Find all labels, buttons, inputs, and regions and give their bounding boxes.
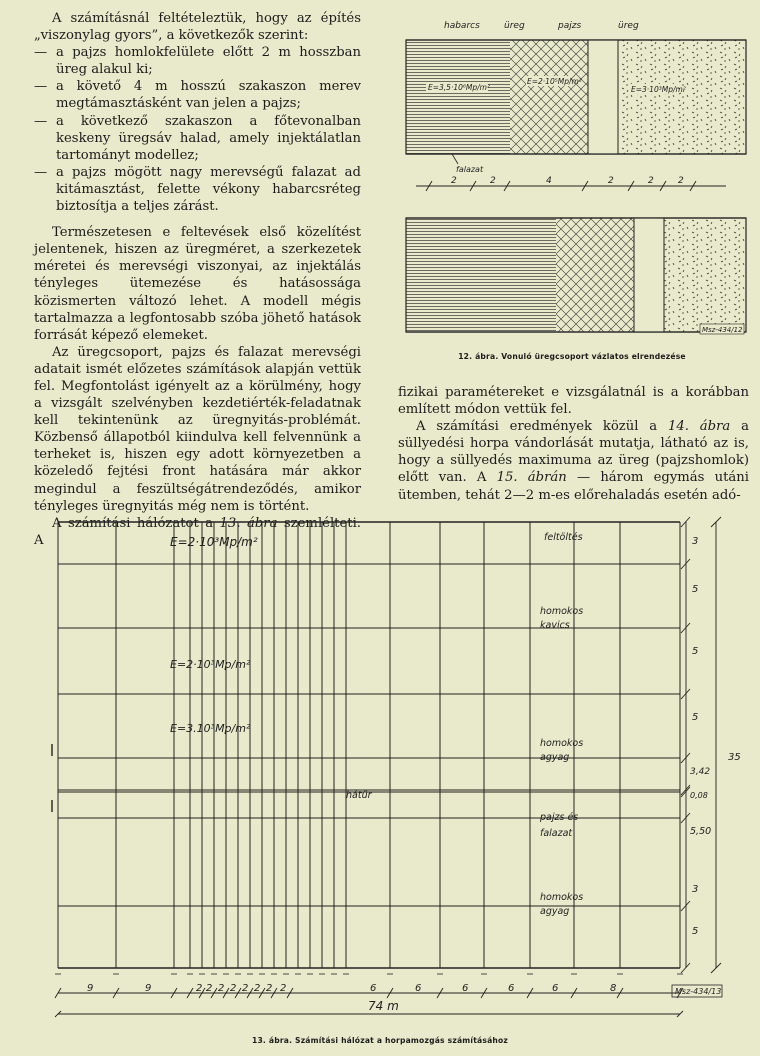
- dimension-label: 5: [692, 646, 699, 657]
- dimension-label: 8: [610, 983, 617, 994]
- figure-12-caption: 12. ábra. Vonuló üregcsoport vázlatos elrendezése: [458, 352, 686, 361]
- dimension-label: 2: [218, 983, 225, 994]
- right-column: [398, 384, 749, 504]
- figure-13-caption: 13. ábra. Számítási hálózat a horpamozgás számításához: [251, 1036, 509, 1045]
- figure-stamp: Msz-434/12: [702, 326, 743, 334]
- dimension-label: 9: [87, 983, 94, 994]
- label-ureg: üreg: [504, 21, 525, 31]
- label-falazat: falazat: [456, 165, 484, 174]
- dimension-label: 5: [692, 584, 699, 595]
- list-item: — a pajzs homlokfelülete előtt 2 m hosszban üreg alakul ki;: [34, 45, 361, 78]
- dimension-label: 6: [508, 983, 515, 994]
- dimension-label: 2: [230, 983, 237, 994]
- paragraph-parameters: fizikai paramétereket e vizsgálatnál is a korábban említett módon vettük fel.: [398, 385, 749, 418]
- dimension-label: 2: [196, 983, 203, 994]
- left-column: [34, 10, 361, 549]
- layer-label: kavics: [540, 620, 570, 631]
- label-habarcs: habarcs: [444, 21, 480, 31]
- modulus-label: E=3,5·10⁶Mp/m²: [428, 83, 490, 92]
- dimension-label: 3: [692, 884, 699, 895]
- dimension-label: 6: [462, 983, 469, 994]
- paragraph-stiffness: Az üregcsoport, pajzs és falazat merevségi adatait ismét előzetes számítások alapján vettük fel. Megfontolást igényelt az a körülmény, hogy a vizsgált szelvényben kezdetiérték-feladatnak kell tekintenünk az üregnyitás-problémát. Közbenső állapotból kiindulva kell felvennünk a terheket is, hiszen egy adott környezetben a közeledő fejtési front hatására már akkor megindul a feszültségátrendeződés, amikor tényleges üregnyitás még nem is történt.: [34, 344, 361, 514]
- total-length-label: 74 m: [368, 999, 399, 1013]
- dimension-label: 2: [242, 983, 249, 994]
- modulus-label: E=2·10⁵Mp/m²: [527, 77, 582, 86]
- dimension-label: 3: [692, 536, 699, 547]
- figure-stamp: Msz-434/13: [675, 987, 722, 996]
- total-height-label: 35: [728, 752, 741, 763]
- assumption-list: [34, 44, 361, 215]
- dimension-label: 6: [370, 983, 377, 994]
- paragraph-approximation: Természetesen e feltevések első közelítést jelentenek, hiszen az üregméret, a szerkezetek méretei és merevségi viszonyai, az injektálás tényleges ütemezése és hatásossága közismerten változó lehet. A modell mégis tartalmazza a legfontosabb szóba jöhető hatások forrását képező elemeket.: [34, 225, 361, 343]
- paragraph-results: A számítási eredmények közül a 14. ábra a süllyedési horpa vándorlását mutatja, látható az is, hogy a süllyedés maximuma az üreg (pajzshomlok) előtt van. A 15. ábrán — három egymás utáni ütemben, tehát 2—2 m-es előrehaladás esetén adó-: [398, 419, 749, 503]
- figure-13-network: [0, 508, 760, 1028]
- layer-label: falazat: [540, 828, 573, 839]
- figure-12-diagram: [396, 14, 748, 344]
- dimension-label: 2: [451, 176, 457, 186]
- dimension-label: 2: [490, 176, 496, 186]
- layer-label: agyag: [540, 906, 570, 917]
- list-item: — a következő szakaszon a főtevonalban keskeny üregsáv halad, amely injektálatlan tartományt modellez;: [34, 113, 361, 163]
- modulus-label: E=3·10³Mp/m²: [631, 85, 686, 94]
- paragraph-network-ref: A számítási hálózatot a 13. ábra szemlélteti. A: [34, 515, 361, 548]
- figure-reference: 15. ábrán: [496, 470, 567, 486]
- dimension-label: 2: [206, 983, 213, 994]
- list-item: — a pajzs mögött nagy merevségű falazat ad kitámasztást, felette vékony habarcsréteg biztosítja a teljes zárást.: [34, 164, 361, 215]
- dimension-label: 4: [546, 176, 552, 186]
- dimension-label: 6: [552, 983, 559, 994]
- dimension-label: 2: [280, 983, 287, 994]
- layer-label: homokos: [540, 892, 584, 903]
- dimension-label: 5,50: [690, 826, 712, 837]
- paragraph-assumptions: A számításnál feltételeztük, hogy az építés „viszonylag gyors”, a következők szerint:: [34, 11, 361, 44]
- hatur-label: hátűr: [346, 790, 372, 801]
- list-item: — a követő 4 m hosszú szakaszon merev megtámasztásként van jelen a pajzs;: [34, 79, 361, 112]
- label-pajzs: pajzs: [558, 21, 582, 31]
- modulus-label: E=2·10³Mp/m²: [170, 535, 258, 549]
- layer-label: agyag: [540, 752, 570, 763]
- layer-label: pajzs és: [540, 812, 579, 823]
- dimension-label: 2: [266, 983, 273, 994]
- layer-label: feltöltés: [544, 532, 583, 543]
- dimension-label: 5: [692, 926, 699, 937]
- dimension-label: 0,08: [690, 791, 708, 800]
- dimension-label: 3,42: [690, 767, 711, 777]
- figure-reference: 14. ábra: [668, 419, 731, 435]
- dimension-label: 5: [692, 712, 699, 723]
- dimension-label: 6: [415, 983, 422, 994]
- dimension-label: 9: [145, 983, 152, 994]
- label-ureg: üreg: [618, 21, 639, 31]
- modulus-label: E=3.10³Mp/m²: [170, 722, 251, 735]
- layer-label: homokos: [540, 606, 584, 617]
- figure-reference: 13. ábra: [219, 515, 278, 531]
- modulus-label: E=2·10³Mp/m²: [170, 658, 251, 671]
- dimension-label: 2: [254, 983, 261, 994]
- dimension-label: 2: [608, 176, 614, 186]
- dimension-label: 2: [678, 176, 684, 186]
- dimension-label: 2: [648, 176, 654, 186]
- layer-label: homokos: [540, 738, 584, 749]
